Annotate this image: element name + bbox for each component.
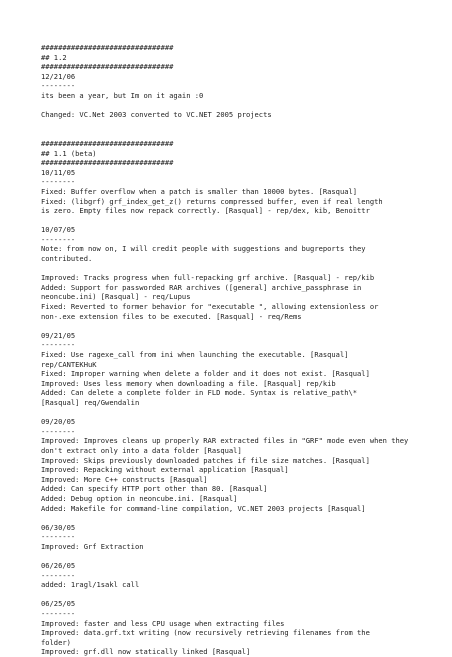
blank-line [41, 129, 441, 139]
text-line: 10/07/05 [41, 225, 76, 235]
text-line: Fixed: Improper warning when delete a folder and it does not exist. [Rasqual] [41, 369, 370, 379]
blank-line [41, 120, 441, 130]
text-line: Added: Can delete a complete folder in FLD mode. Syntax is relative_path\* [41, 388, 358, 398]
changelog-text [41, 43, 441, 657]
text-line: -------- [41, 609, 76, 619]
text-line: -------- [41, 570, 76, 580]
blank-line [41, 408, 441, 418]
text-line: Improved: More C++ constructs [Rasqual] [41, 474, 208, 484]
text-line: 06/25/05 [41, 599, 76, 609]
text-line: Added: Support for passworded RAR archives ([general] archive_passphrase in [41, 282, 362, 292]
text-line: [Rasqual] req/Gwendalin [41, 397, 140, 407]
text-line: Note: from now on, I will credit people with suggestions and bugreports they [41, 244, 366, 254]
text-line: folder) [41, 637, 71, 647]
text-line: Improved: data.grf.txt writing (now recursively retrieving filenames from the [41, 628, 370, 638]
text-line: rep/CANTEKHuK [41, 359, 97, 369]
text-line: Improved: faster and less CPU usage when extracting files [41, 618, 285, 628]
text-line: -------- [41, 426, 76, 436]
text-line: Changed: VC.Net 2003 converted to VC.NET 2005 projects [41, 110, 272, 120]
text-line: Added: Can specify HTTP port other than 80. [Rasqual] [41, 484, 268, 494]
blank-line [41, 551, 441, 561]
text-line: Added: Makefile for command-line compilation, VC.NET 2003 projects [Rasqual] [41, 503, 366, 513]
text-line: -------- [41, 177, 76, 187]
text-line: ############################### [41, 43, 174, 52]
blank-line [41, 590, 441, 600]
text-line: Improved: Uses less memory when downloading a file. [Rasqual] rep/kib [41, 378, 336, 388]
text-line: Fixed: Use ragexe_call from ini when launching the executable. [Rasqual] [41, 350, 349, 359]
text-line: Improved: Tracks progress when full-repacking grf archive. [Rasqual] - rep/kib [41, 273, 375, 283]
text-line: is zero. Empty files now repack correctly. [Rasqual] - rep/dex, kib, Benoittr [41, 206, 370, 216]
text-line: -------- [41, 234, 76, 244]
text-line: 09/20/05 [41, 417, 76, 427]
text-line: Improved: grf.dll now statically linked [Rasqual] [41, 647, 251, 657]
text-line: Fixed: Reverted to former behavior for "executable ", allowing extensionless or [41, 302, 379, 312]
blank-line [41, 321, 441, 331]
text-line: added: 1ragl/1sakl call [41, 580, 140, 590]
blank-line [41, 216, 441, 226]
text-line: -------- [41, 340, 76, 350]
text-line: Improved: Improves cleans up properly RAR extracted files in "GRF" mode even when they [41, 436, 409, 446]
text-line: Improved: Repacking without external application [Rasqual] [41, 465, 289, 475]
text-line: Fixed: (libgrf) grf_index_get_z() returns compressed buffer, even if real length [41, 196, 383, 206]
text-line: -------- [41, 81, 76, 91]
text-line: 10/11/05 [41, 167, 76, 177]
text-line: Improved: Grf Extraction [41, 541, 144, 551]
blank-line [41, 101, 441, 111]
text-line: ## 1.1 (beta) [41, 148, 97, 158]
blank-line [41, 513, 441, 523]
text-line: don't extract only into a data folder [Rasqual] [41, 445, 242, 455]
text-line: ############################### [41, 62, 174, 72]
text-line: 09/21/05 [41, 330, 76, 340]
text-line: ############################### [41, 138, 174, 148]
text-line: its been a year, but Im on it again :0 [41, 90, 204, 100]
text-line: 12/21/06 [41, 71, 76, 81]
text-line: Added: Debug option in neoncube.ini. [Rasqual] [41, 493, 238, 503]
text-line: ############################### [41, 158, 174, 168]
text-line: non-.exe extension files to be executed. [Rasqual] - req/Rems [41, 311, 302, 321]
blank-line [41, 264, 441, 274]
text-line: Fixed: Buffer overflow when a patch is smaller than 10000 bytes. [Rasqual] [41, 186, 358, 196]
text-line: contributed. [41, 254, 93, 264]
text-line: -------- [41, 532, 76, 542]
text-line: 06/26/05 [41, 561, 76, 571]
text-line: Improved: Skips previously downloaded patches if file size matches. [Rasqual] [41, 455, 370, 465]
text-line: 06/30/05 [41, 522, 76, 532]
text-line: neoncube.ini) [Rasqual] - req/Lupus [41, 292, 191, 302]
text-line: ## 1.2 [41, 52, 67, 62]
